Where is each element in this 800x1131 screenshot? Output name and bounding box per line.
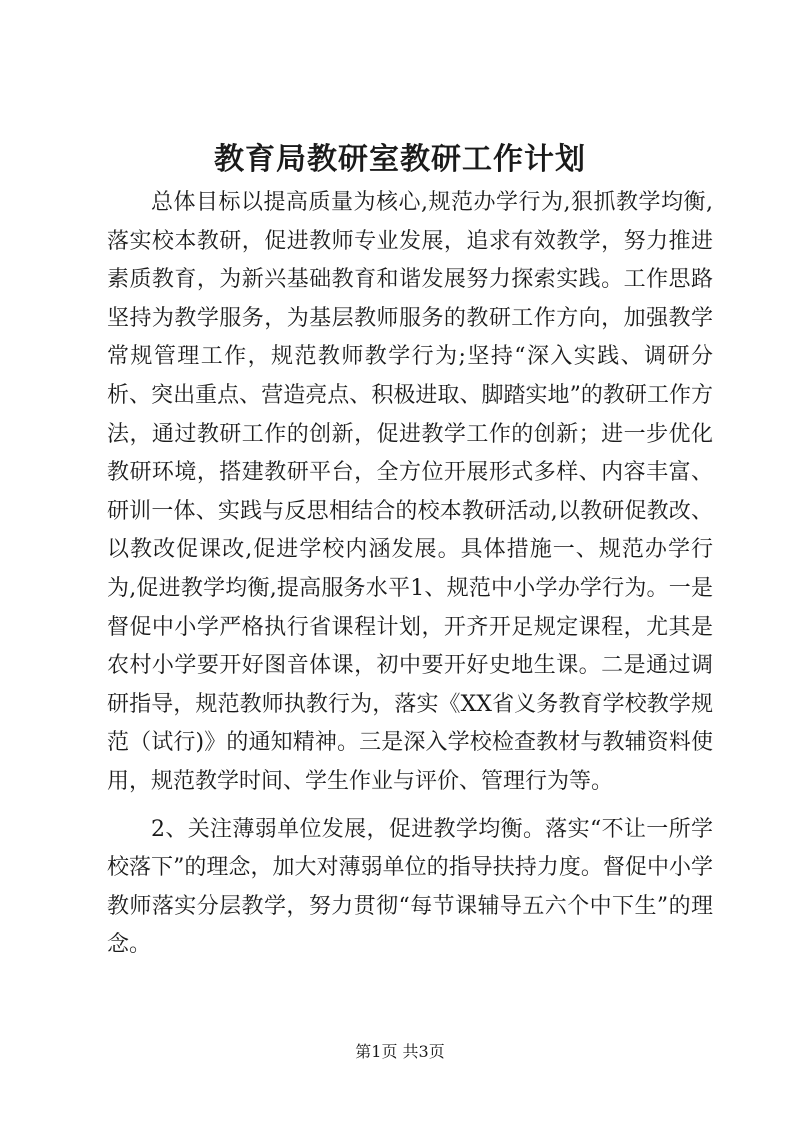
paragraph-1: 总体目标以提高质量为核心,规范办学行为,狠抓教学均衡,落实校本教研，促进教师专业发展，追求有效教学，努力推进素质教育，为新兴基础教育和谐发展努力探索实践。工作思路坚持为教学服务，为基层教师服务的教研工作方向，加强教学常规管理工作，规范教师教学行为;坚持“深入实践、调研分析、突出重点、营造亮点、积极进取、脚踏实地”的教研工作方法，通过教研工作的创新，促进教学工作的创新；进一步优化教研环境，搭建教研平台，全方位开展形式多样、内容丰富、研训一体、实践与反思相结合的校本教研活动,以教研促教改、以教改促课改,促进学校内涵发展。具体措施一、规范办学行为,促进教学均衡,提高服务水平1、规范中小学办学行为。一是督促中小学严格执行省课程计划，开齐开足规定课程，尤其是农村小学要开好图音体课，初中要开好史地生课。二是通过调研指导，规范教师执教行为，落实《XX省义务教育学校教学规范（试行)》的通知精神。三是深入学校检查教材与教辅资料使用，规范教学时间、学生作业与评价、管理行为等。: [107, 190, 713, 794]
document-title: 教育局教研室教研工作计划: [214, 142, 586, 177]
page-number-footer: 第1页 共3页: [355, 1042, 445, 1061]
paragraph-2: 2、关注薄弱单位发展，促进教学均衡。落实“不让一所学校落下”的理念，加大对薄弱单位的指导扶持力度。督促中小学教师落实分层教学，努力贯彻“每节课辅导五六个中下生”的理念。: [107, 816, 713, 958]
document-body: [107, 184, 713, 965]
